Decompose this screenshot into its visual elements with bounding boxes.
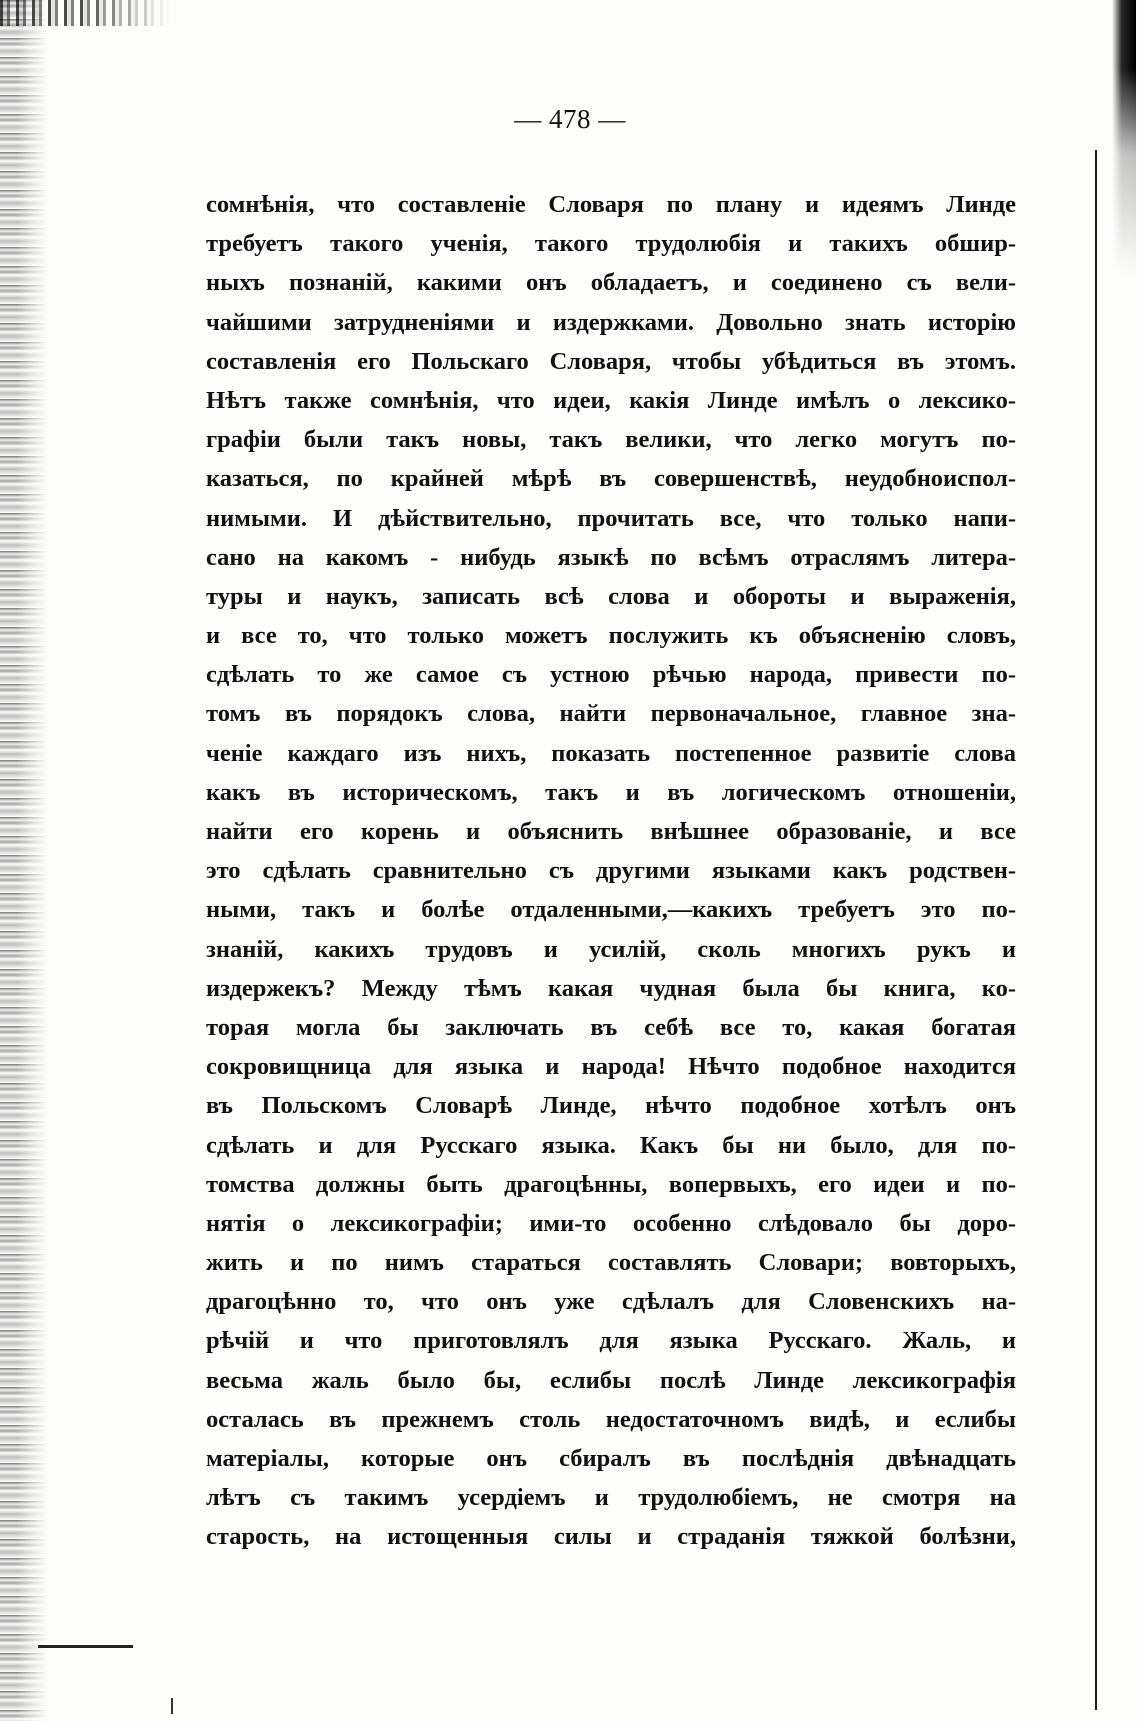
text-line: томъ въ порядокъ слова, найти первоначальное, главное зна-	[206, 700, 1016, 728]
text-line: найти его корень и объяснить внѣшнее образованіе, и все	[206, 818, 1016, 845]
text-line: и все то, что только можетъ послужить къ объясненію словъ,	[206, 622, 1016, 650]
text-line: сдѣлать и для Русскаго языка. Какъ бы ни было, для по-	[206, 1131, 1016, 1159]
text-line: издержекъ? Между тѣмъ какая чудная была бы книга, ко-	[206, 974, 1016, 1002]
torn-left-edge	[0, 0, 48, 1721]
text-line: жить и по нимъ стараться составлять Словари; вовторыхъ,	[206, 1249, 1016, 1277]
text-line: нимыми. И дѣйствительно, прочитать все, что только напи-	[206, 504, 1016, 532]
text-line: весьма жаль было бы, еслибы послѣ Линде лексикографія	[206, 1366, 1016, 1394]
text-line: драгоцѣнно то, что онъ уже сдѣлалъ для Словенскихъ на-	[206, 1288, 1016, 1316]
text-line: старость, на истощенныя силы и страданія тяжкой болѣзни,	[206, 1523, 1016, 1551]
text-line: томства должны быть драгоцѣнны, вопервыхъ, его идеи и по-	[206, 1170, 1016, 1198]
text-line: осталась въ прежнемъ столь недостаточномъ видѣ, и еслибы	[206, 1405, 1016, 1433]
text-line: ченіе каждаго изъ нихъ, показать постепенное развитіе слова	[206, 739, 1016, 767]
text-line: торая могла бы заключать въ себѣ все то, какая богатая	[206, 1013, 1016, 1041]
right-scan-shadow	[1112, 0, 1136, 1721]
text-line: сокровищница для языка и народа! Нѣчто подобное находится	[206, 1053, 1016, 1081]
text-line: сано на какомъ - нибудь языкѣ по всѣмъ отраслямъ литера-	[206, 543, 1016, 571]
text-line: въ Польскомъ Словарѣ Линде, нѣчто подобное хотѣлъ онъ	[206, 1092, 1016, 1120]
bottom-tick-mark	[171, 1698, 173, 1714]
text-line: составленія его Польскаго Словаря, чтобы убѣдиться въ этомъ.	[206, 347, 1016, 375]
text-line: матеріалы, которые онъ сбиралъ въ послѣднія двѣнадцать	[206, 1445, 1016, 1472]
text-line: сдѣлать то же самое съ устною рѣчью народа, привести по-	[206, 661, 1016, 689]
page-number: — 478 —	[514, 104, 626, 134]
text-line: сомнѣнія, что составленіе Словаря по плану и идеямъ Линде	[206, 191, 1016, 218]
text-line: казаться, по крайней мѣрѣ въ совершенствѣ, неудобноиспол-	[206, 465, 1016, 493]
text-line: ными, такъ и болѣе отдаленными,—какихъ требуетъ это по-	[206, 896, 1016, 924]
text-line: это сдѣлать сравнительно съ другими языками какъ родствен-	[206, 857, 1016, 885]
text-line: туры и наукъ, записать всѣ слова и обороты и выраженія,	[206, 582, 1016, 610]
body-text	[206, 185, 1016, 1557]
text-line: знаній, какихъ трудовъ и усилій, сколь многихъ рукъ и	[206, 935, 1016, 963]
text-line: рѣчій и что приготовлялъ для языка Русскаго. Жаль, и	[206, 1327, 1016, 1355]
text-line: Нѣтъ также сомнѣнія, что идеи, какія Линде имѣлъ о лексико-	[206, 386, 1016, 414]
left-bottom-mark	[38, 1645, 133, 1648]
right-margin-rule	[1095, 150, 1097, 1710]
torn-top-corner	[0, 0, 170, 26]
text-line: какъ въ историческомъ, такъ и въ логическомъ отношеніи,	[206, 778, 1016, 806]
text-line: чайшими затрудненіями и издержками. Довольно знать исторію	[206, 308, 1016, 336]
text-line: требуетъ такого ученія, такого трудолюбія и такихъ обшир-	[206, 230, 1016, 258]
text-line: нятія о лексикографіи; ими-то особенно слѣдовало бы доро-	[206, 1209, 1016, 1237]
text-line: лѣтъ съ такимъ усердіемъ и трудолюбіемъ, не смотря на	[206, 1484, 1016, 1512]
text-line: графіи были такъ новы, такъ велики, что легко могутъ по-	[206, 426, 1016, 454]
text-line: ныхъ познаній, какими онъ обладаетъ, и соединено съ вели-	[206, 269, 1016, 297]
